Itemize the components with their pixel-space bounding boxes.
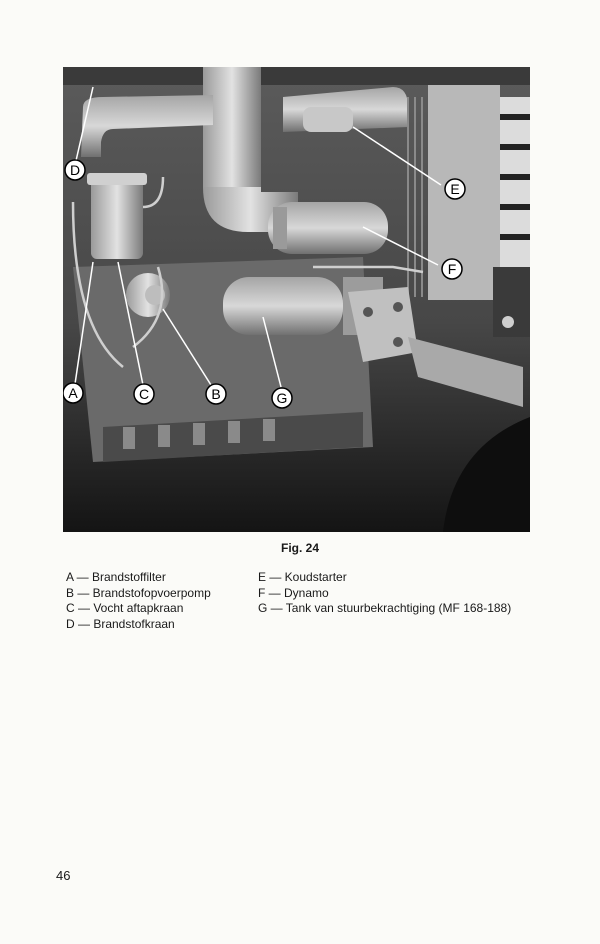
legend-item-b: B — Brandstofopvoerpomp bbox=[66, 585, 211, 600]
legend-item-c: C — Vocht aftapkraan bbox=[66, 601, 184, 615]
legend-item-e: E — Koudstarter bbox=[258, 570, 347, 584]
svg-text:F: F bbox=[447, 261, 457, 277]
svg-text:G: G bbox=[276, 390, 288, 406]
callout-a bbox=[63, 383, 83, 403]
engine-photo bbox=[63, 67, 530, 532]
legend-item-a: A — Brandstoffilter bbox=[66, 570, 166, 584]
legend-left bbox=[66, 570, 211, 632]
page-number: 46 bbox=[56, 868, 71, 883]
figure-caption: Fig. 24 bbox=[280, 541, 319, 555]
callout-g bbox=[272, 388, 292, 408]
legend-item-g: G — Tank van stuurbekrachtiging (MF 168-188) bbox=[258, 601, 512, 615]
callout-c bbox=[134, 384, 154, 404]
svg-text:E: E bbox=[450, 181, 460, 197]
callout-b bbox=[206, 384, 226, 404]
legend-item-d: D — Brandstofkraan bbox=[66, 616, 175, 631]
svg-text:B: B bbox=[211, 386, 221, 402]
callout-f bbox=[442, 259, 462, 279]
svg-text:A: A bbox=[68, 385, 78, 401]
legend-item-f: F — Dynamo bbox=[258, 585, 329, 600]
svg-text:D: D bbox=[69, 162, 81, 178]
callout-d bbox=[65, 160, 85, 180]
svg-text:C: C bbox=[138, 386, 150, 402]
callout-e bbox=[445, 179, 465, 199]
legend-right bbox=[258, 570, 511, 617]
